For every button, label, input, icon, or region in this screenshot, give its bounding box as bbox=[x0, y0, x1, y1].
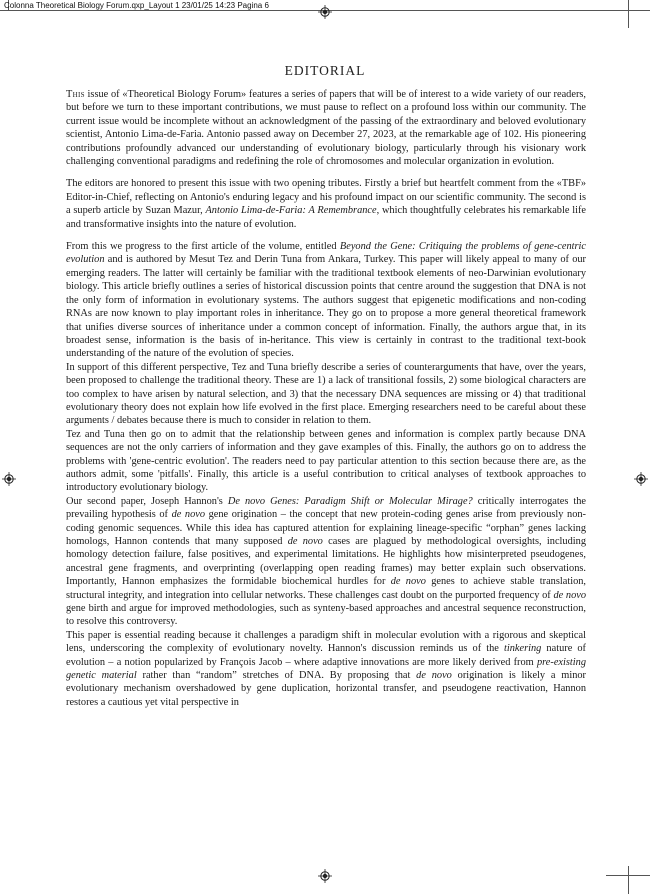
page-title: EDITORIAL bbox=[284, 63, 366, 78]
italic-text: tinkering bbox=[503, 643, 542, 655]
paragraph bbox=[66, 428, 586, 495]
italic-text: de novo bbox=[416, 670, 452, 682]
text-run: From this we progress to the first article of the volume, entitled bbox=[66, 241, 340, 253]
registration-mark-top-icon bbox=[318, 5, 332, 19]
text-run: cases are plagued by methodological oversights, including homology detection failure, false positives, and experimental limitations. He highlights how misinterpreted pseudogenes, ancestral gene fragments, and overprinting (overlapping open reading frames) may better explain such observations. Importantly, Hannon emphasizes the formidable biochemical hurdles for bbox=[66, 536, 586, 588]
text-run: critically interrogates the prevailing hypothesis of bbox=[66, 495, 586, 521]
text-run: Our second paper, Joseph Hannon's bbox=[66, 495, 228, 507]
paragraph bbox=[66, 361, 586, 428]
text-run: and is authored by Mesut Tez and Derin Tuna from Ankara, Turkey. This paper will likely appeal to many of our emerging readers. The latter will certainly be familiar with the traditional textbook elements of neo-Darwinian evolutionary biology. This article briefly outlines a series of historical discussion points that centre around the suggestion that DNA is not the only form of information in evolutionary systems. The authors suggest that epigenetic modifications and non-coding RNAs are now known to play important roles in inheritance. They go on to propose a more general theoretical framework that unifies diverse sources of inheritance under a common concept of information. Finally, the authors argue that, in its broadest sense, information is the basis of in-heritance. This view is certainly in contrast to the traditional text-book understanding of the nature of the evolution of species. bbox=[66, 254, 586, 360]
editorial-body bbox=[66, 88, 586, 709]
italic-text: pre-existing genetic material bbox=[66, 656, 586, 682]
italic-text: de novo bbox=[287, 536, 323, 547]
crop-mark-right bbox=[628, 0, 629, 28]
italic-text: De novo Genes: Paradigm Shift or Molecular Mirage? bbox=[227, 495, 473, 507]
text-run: gene origination – the concept that new protein-coding genes arise from previously non-coding genomic sequences. While this idea has captured attention for explaining lineage-specific “orphan” genes lacking homologs, Hannon contends that many supposed bbox=[66, 509, 586, 547]
text-run: issue of «Theoretical Biology Forum» features a series of papers that will be of interest to a wide variety of our readers, but before we turn to these important contributions, we must pause to reflect on a profound loss within our community. The current issue would be incomplete without an acknowledgment of the passing of the extraordinary and beloved evolutionary scientist, Antonio Lima-de-Faria. Antonio passed away on December 27, 2023, at the remarkable age of 102. His pioneering contributions profoundly advanced our understanding of evolutionary biology, particularly through his visionary work challenging conventional paradigms and redefining the role of chromosomes and molecular organization in evolution. bbox=[66, 89, 586, 168]
crop-mark-bottom bbox=[606, 875, 650, 876]
paragraph bbox=[66, 629, 586, 709]
italic-text: Antonio Lima-de-Faria: A Remembrance bbox=[205, 205, 377, 217]
paragraph bbox=[66, 495, 586, 629]
registration-mark-left-icon bbox=[2, 472, 16, 486]
text-run: gene birth and argue for improved methodologies, such as synteny-based approaches and ancestral sequence reconstruction, to resolve this controversy. bbox=[66, 603, 586, 628]
text-run: origination is likely a minor evolutionary mechanism overshadowed by gene duplication, horizontal transfer, and pseudogene reactivation, Hannon restores a cautious yet vital perspective in bbox=[66, 670, 586, 708]
text-run: rather than “random” stretches of DNA. By proposing that bbox=[136, 670, 417, 682]
registration-mark-bottom-icon bbox=[318, 869, 332, 883]
registration-mark-right-icon bbox=[634, 472, 648, 486]
small-caps-text: This bbox=[66, 89, 85, 100]
text-run: genes to achieve stable translation, structural integrity, and integration into cellular networks. These challenges cast doubt on the purported frequency of bbox=[66, 576, 586, 601]
paragraph bbox=[66, 88, 586, 168]
italic-text: de novo bbox=[553, 589, 586, 601]
text-run: Tez and Tuna then go on to admit that the relationship between genes and information is complex partly because DNA sequences are not the only carriers of information and they gave examples of this. Finally, the authors go on to address the problems with 'gene-centric evolution'. The readers need to pay particular attention to this section because there are, as the authors admit, some 'pitfalls'. Finally, this article is a useful contribution to critical analyses of textbook approaches to introductory evolutionary biology. bbox=[66, 428, 586, 494]
italic-text: de novo bbox=[390, 576, 426, 588]
crop-mark-right-bottom bbox=[628, 866, 629, 894]
paragraph bbox=[66, 177, 586, 231]
paragraph bbox=[66, 240, 586, 361]
text-run: In support of this different perspective, Tez and Tuna briefly describe a series of counterarguments that have, over the years, been proposed to challenge the traditional theory. These are 1) a lack of transitional fossils, 2) some biological characters are too complex to have arisen by natural selection, and 3) that the necessary DNA sequences are missing or 4) that traditional evolutionary theory does not explain how life evolved in the first place. Emerging researchers need to be careful about these arguments / debates because there is much to consider in relation to them. bbox=[66, 361, 586, 427]
text-run: The editors are honored to present this issue with two opening tributes. Firstly a brief but heartfelt comment from the «TBF» Editor-in-Chief, reflecting on Antonio's enduring legacy and his profound impact on our scientific community. The second is a superb article by Suzan Mazur, bbox=[66, 178, 586, 217]
text-run: nature of evolution – a notion popularized by François Jacob – where adaptive innovations are more likely derived from bbox=[66, 643, 586, 668]
text-run: This paper is essential reading because it challenges a paradigm shift in molecular evolution with a rigorous and skeptical lens, underscoring the complexity of evolutionary novelty. Hannon's discussion reminds us of the bbox=[66, 629, 586, 655]
text-run: , which thoughtfully celebrates his remarkable life and transformative insights into the nature of evolution. bbox=[66, 205, 586, 230]
italic-text: de novo bbox=[171, 509, 206, 521]
print-slug: Colonna Theoretical Biology Forum.qxp_Layout 1 23/01/25 14:23 Pagina 6 bbox=[4, 1, 269, 10]
italic-text: Beyond the Gene: Critiquing the problems of gene-centric evolution bbox=[66, 241, 586, 266]
